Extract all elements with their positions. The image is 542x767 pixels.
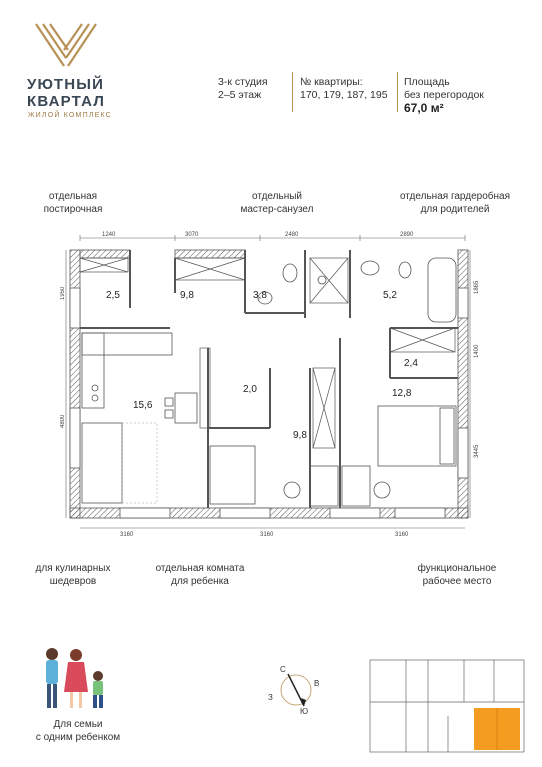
dimension-label: 4800 xyxy=(60,414,66,428)
room-area: 5,2 xyxy=(383,290,397,301)
room-area: 2,4 xyxy=(404,358,418,369)
note-master-bath: отдельный мастер-санузел xyxy=(240,191,314,215)
compass-east: В xyxy=(314,679,320,688)
compass-south: Ю xyxy=(300,707,309,716)
floor-key-plan xyxy=(368,656,528,756)
room-area: 12,8 xyxy=(392,388,412,399)
dimension-label: 3160 xyxy=(260,532,274,538)
floor-plan xyxy=(60,228,480,538)
dimension-label: 2890 xyxy=(400,232,414,238)
area-value: 67,0 м² xyxy=(404,101,444,115)
dimension-label: 3160 xyxy=(120,532,134,538)
apartment-type: 3-к студия 2–5 этаж xyxy=(218,76,268,101)
note-kitchen: для кулинарных шедевров xyxy=(35,563,111,587)
area-info: Площадь без перегородок 67,0 м² xyxy=(404,76,484,115)
dimension-label: 1240 xyxy=(102,232,116,238)
family-caption: Для семьи с одним ребенком xyxy=(35,719,121,743)
brand-name-line1: УЮТНЫЙ xyxy=(27,76,105,93)
compass-icon xyxy=(262,660,332,718)
note-kids-room: отдельная комната для ребенка xyxy=(155,563,245,587)
divider xyxy=(397,72,398,112)
note-laundry: отдельная постирочная xyxy=(43,191,103,215)
brand-name-line2: КВАРТАЛ xyxy=(27,93,106,110)
dimension-label: 2480 xyxy=(285,232,299,238)
brand-logo-icon xyxy=(34,22,98,68)
divider xyxy=(292,72,293,112)
room-area: 15,6 xyxy=(133,400,153,411)
compass-west: З xyxy=(268,693,273,702)
apartment-numbers: № квартиры: 170, 179, 187, 195 xyxy=(300,76,388,101)
room-area: 2,0 xyxy=(243,384,257,395)
brand-tagline: ЖИЛОЙ КОМПЛЕКС xyxy=(28,112,112,119)
note-wardrobe: отдельная гардеробная для родителей xyxy=(399,191,511,215)
dimension-label: 3070 xyxy=(185,232,199,238)
family-icon xyxy=(34,646,120,712)
room-area: 9,8 xyxy=(180,290,194,301)
room-area: 9,8 xyxy=(293,430,307,441)
dimension-label: 1865 xyxy=(474,280,480,294)
note-workspace: функциональное рабочее место xyxy=(417,563,497,587)
dimension-label: 3445 xyxy=(474,444,480,458)
room-area: 3,8 xyxy=(253,290,267,301)
room-area: 2,5 xyxy=(106,290,120,301)
dimension-label: 3160 xyxy=(395,532,409,538)
compass-north: С xyxy=(280,665,286,674)
dimension-label: 1400 xyxy=(474,344,480,358)
dimension-label: 1950 xyxy=(60,286,66,300)
